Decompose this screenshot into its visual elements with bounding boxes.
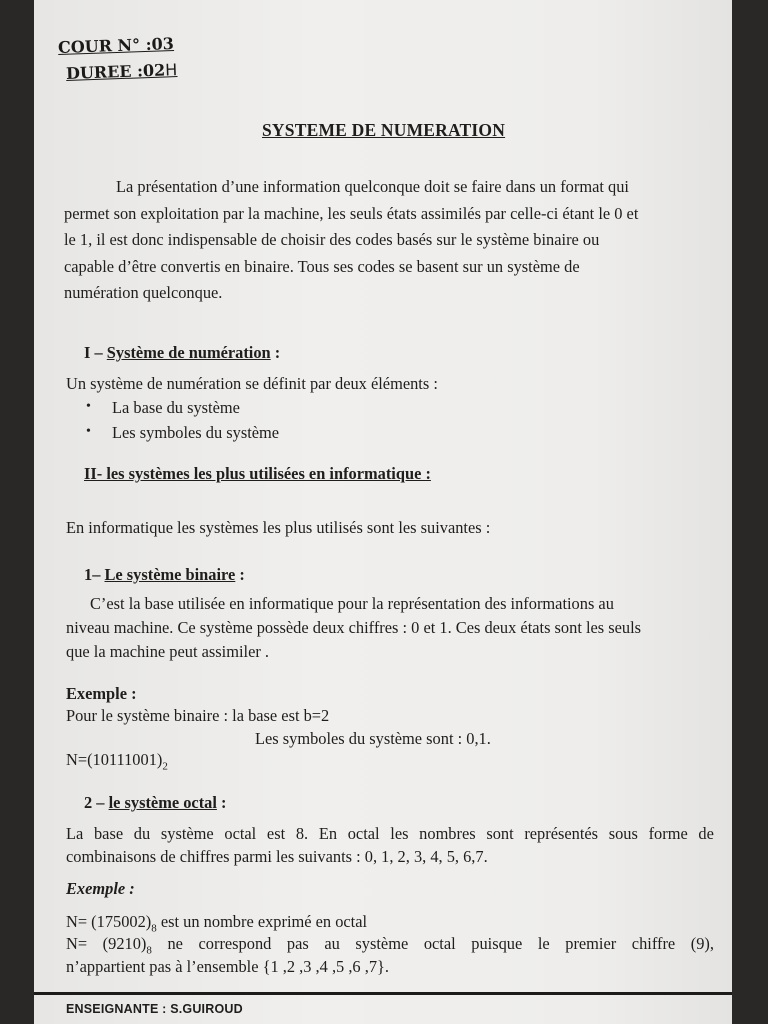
octal-example-2-prefix: N= <box>66 934 88 953</box>
word: premier <box>565 934 617 953</box>
word: est <box>266 824 286 843</box>
word: ne <box>167 934 183 953</box>
word: (9), <box>690 934 714 953</box>
binaire-line: C’est la base utilisée en informatique pour la représentation des informations au <box>90 594 614 613</box>
word: le <box>537 934 550 953</box>
octal-example-2-value: (9210) <box>102 934 147 953</box>
word: octal <box>423 934 456 953</box>
bullet-item: • La base du système <box>112 398 240 418</box>
word: système <box>160 824 214 843</box>
octal-heading <box>84 793 226 813</box>
octal-example-1-base: 8 <box>151 922 157 935</box>
intro-line: La présentation d’une information quelconque doit se faire dans un format qui <box>116 177 629 196</box>
binaire-line: niveau machine. Ce système possède deux chiffres : 0 et 1. Ces deux états sont les seuls <box>66 618 642 637</box>
course-duration-value: DUREE :02 <box>65 60 166 83</box>
binaire-number-value: N=(10111001) <box>66 750 163 769</box>
octal-exemple-label: Exemple : <box>66 879 135 898</box>
course-duration-suffix: H <box>164 60 178 80</box>
word: du <box>133 824 151 843</box>
footer-rule <box>34 992 732 995</box>
binaire-heading <box>84 565 245 585</box>
word: puisque <box>471 934 523 953</box>
section-1-title: Système de numération <box>106 343 271 362</box>
section-1-suffix: : <box>270 343 281 362</box>
word: En <box>318 824 338 843</box>
binaire-number-base: 2 <box>162 760 168 773</box>
octal-suffix: : <box>216 793 227 812</box>
binaire-suffix: : <box>235 565 245 584</box>
word: octal <box>224 824 257 843</box>
octal-example-1-text: est un nombre exprimé en octal <box>156 912 368 931</box>
section-2-heading: II- les systèmes les plus utilisées en informatique : <box>84 464 431 483</box>
intro-line: capable d’être convertis en binaire. Tous ses codes se basent sur un système de <box>64 256 580 276</box>
octal-line: combinaisons de chiffres parmi les suivants : 0, 1, 2, 3, 4, 5, 6,7. <box>66 847 488 866</box>
binaire-paragraph <box>66 592 641 664</box>
intro-line: le 1, il est donc indispensable de choisir des codes basés sur le système binaire ou <box>64 230 600 249</box>
section-1-prefix: I – <box>84 343 107 362</box>
binaire-title: Le système binaire <box>104 565 236 584</box>
binaire-exemple-line: Pour le système binaire : la base est b=2 <box>66 706 330 725</box>
word: chiffre <box>631 934 676 953</box>
intro-line: permet son exploitation par la machine, les seuls états assimilés par celle-ci étant le 0 et <box>64 203 639 223</box>
word: base <box>93 824 124 843</box>
word: forme <box>648 824 688 843</box>
word: correspond <box>198 934 272 953</box>
binaire-number <box>66 750 168 772</box>
word: les <box>390 824 409 843</box>
octal-example-1-number: N= (175002) <box>66 912 152 931</box>
intro-line: numération quelconque. <box>64 283 223 302</box>
course-duration <box>66 60 178 83</box>
octal-example-2-base: 8 <box>146 944 152 957</box>
octal-example-2 <box>66 934 714 956</box>
word: système <box>355 934 409 953</box>
word: nombres <box>419 824 476 843</box>
octal-title: le système octal <box>108 793 217 812</box>
document-page <box>34 0 732 1024</box>
word: 8. <box>295 824 309 843</box>
binaire-exemple-symbols: Les symboles du système sont : 0,1. <box>255 729 491 748</box>
word: de <box>698 824 714 843</box>
course-number: COUR N° :03 <box>57 33 175 58</box>
intro-paragraph <box>64 174 638 307</box>
word: sont <box>486 824 514 843</box>
word: représentés <box>524 824 599 843</box>
word: octal <box>347 824 380 843</box>
section-2-text: En informatique les systèmes les plus utilisés sont les suivantes : <box>66 518 491 537</box>
binaire-exemple-label: Exemple : <box>66 684 137 703</box>
word: sous <box>608 824 638 843</box>
octal-example-3: n’appartient pas à l’ensemble {1 ,2 ,3 ,4 ,5 ,6 ,7}. <box>66 957 389 976</box>
word: La <box>66 824 84 843</box>
octal-prefix: 2 – <box>84 793 109 812</box>
word: pas <box>286 934 309 953</box>
binaire-line: que la machine peut assimiler . <box>66 642 269 661</box>
octal-example-1 <box>66 912 367 934</box>
octal-line-justified <box>66 824 714 844</box>
octal-example-2-number <box>103 934 152 956</box>
page-title: SYSTEME DE NUMERATION <box>262 120 506 140</box>
bullet-item: • Les symboles du système <box>112 423 279 443</box>
section-1-text: Un système de numération se définit par deux éléments : <box>66 374 438 393</box>
word: au <box>324 934 340 953</box>
footer-teacher: ENSEIGNANTE : S.GUIROUD <box>66 1002 243 1016</box>
binaire-prefix: 1– <box>84 565 105 584</box>
section-1-heading <box>84 343 280 363</box>
